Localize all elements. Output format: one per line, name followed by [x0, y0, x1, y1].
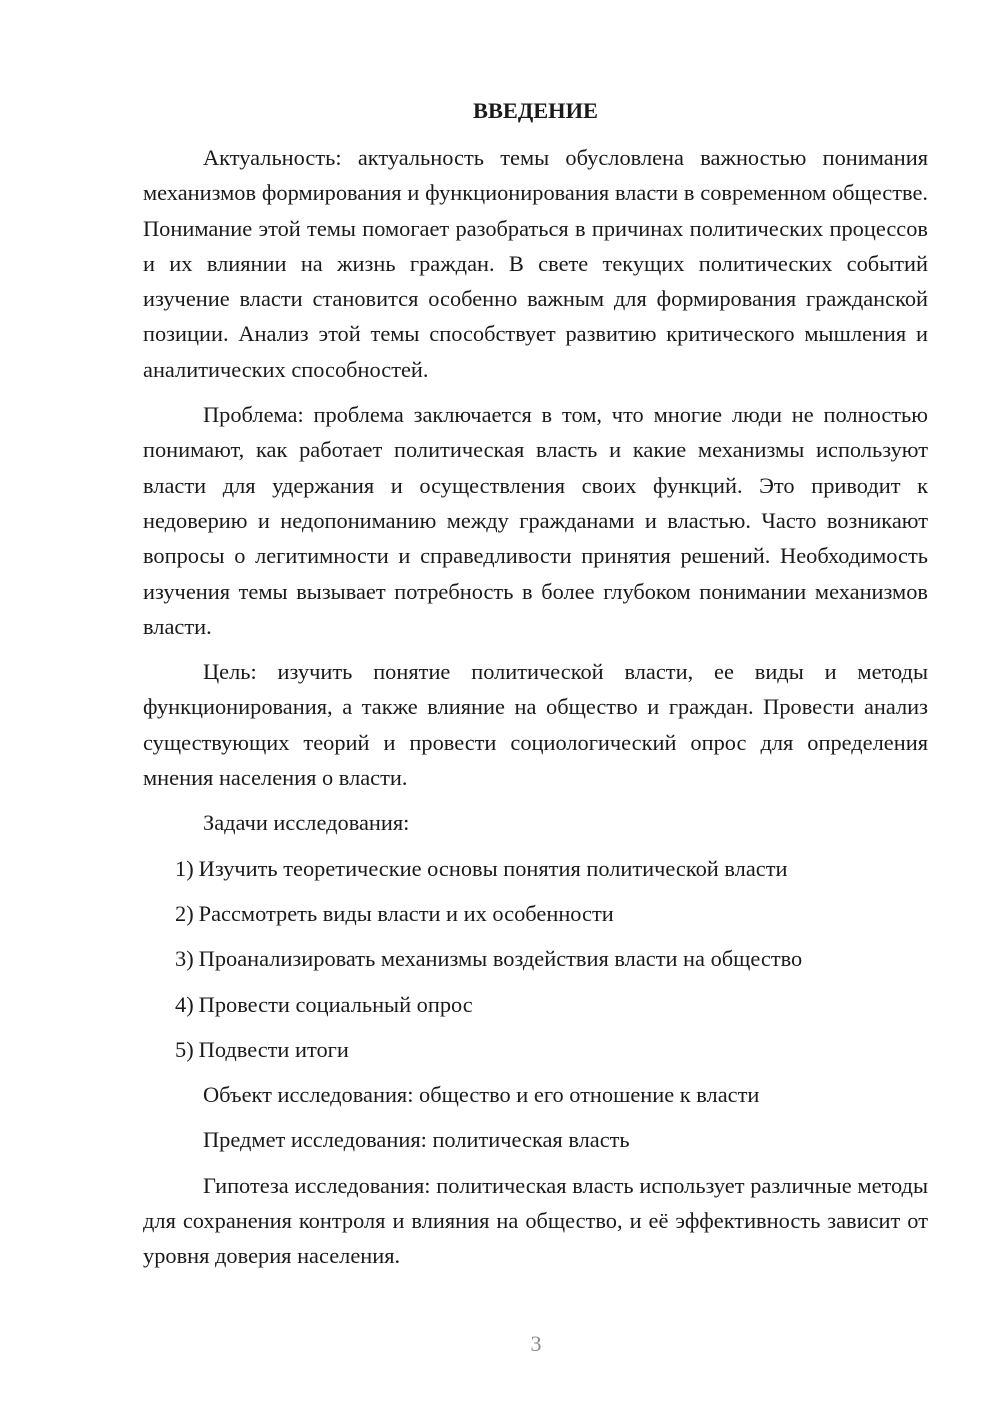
- list-item-text: Подвести итоги: [198, 1036, 349, 1062]
- list-item: [143, 987, 928, 1022]
- page-number: 3: [530, 1331, 542, 1356]
- list-item-text: Изучить теоретические основы понятия политической власти: [198, 855, 788, 881]
- list-item: [143, 1032, 928, 1067]
- list-item-number: 4): [175, 991, 194, 1017]
- list-item-text: Провести социальный опрос: [198, 991, 473, 1017]
- hypothesis-paragraph: Гипотеза исследования: политическая власть использует различные методы для сохранения контроля и влияния на общество, и её эффективность зависит от уровня доверия населения.: [143, 1172, 928, 1269]
- document-page: [143, 94, 928, 1284]
- page-title: ВВЕДЕНИЕ: [473, 98, 598, 123]
- list-item-text: Проанализировать механизмы воздействия власти на общество: [198, 946, 803, 972]
- tasks-heading: Задачи исследования:: [203, 810, 410, 836]
- relevance-paragraph: Актуальность: актуальность темы обусловлена важностью понимания механизмов формирования и функционирования власти в современном обществе. Понимание этой темы помогает разобраться в причинах политических процессов и их влиянии на жизнь граждан. В свете текущих политических событий изучение власти становится особенно важным для формирования гражданской позиции. Анализ этой темы способствует развитию критического мышления и аналитических способностей.: [143, 145, 928, 382]
- research-object: Объект исследования: общество и его отношение к власти: [203, 1082, 760, 1108]
- list-item-number: 2): [175, 900, 194, 926]
- research-subject: Предмет исследования: политическая власть: [203, 1127, 630, 1153]
- list-item: [143, 851, 928, 886]
- list-item: [143, 941, 928, 976]
- list-item-text: Рассмотреть виды власти и их особенности: [198, 900, 614, 926]
- problem-paragraph: Проблема: проблема заключается в том, что многие люди не полностью понимают, как работает политическая власть и какие механизмы используют власти для удержания и осуществления своих функций. Это приводит к недоверию и недопониманию между гражданами и властью. Часто возникают вопросы о легитимности и справедливости принятия решений. Необходимость изучения темы вызывает потребность в более глубоком понимании механизмов власти.: [143, 402, 928, 639]
- list-item-number: 3): [175, 946, 194, 972]
- list-item: [143, 896, 928, 931]
- list-item-number: 1): [175, 855, 194, 881]
- list-item-number: 5): [175, 1036, 194, 1062]
- goal-paragraph: Цель: изучить понятие политической власти, ее виды и методы функционирования, а также влияние на общество и граждан. Провести анализ существующих теорий и провести социологический опрос для определения мнения населения о власти.: [143, 659, 928, 791]
